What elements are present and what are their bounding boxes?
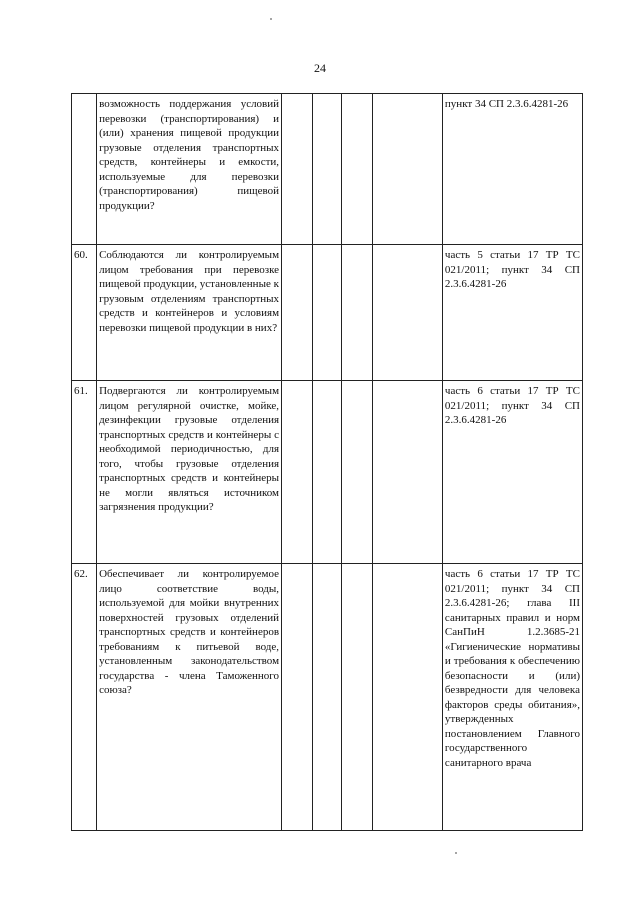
- table-row: [72, 245, 583, 381]
- row-number: 61.: [72, 381, 97, 564]
- notes-cell: [372, 94, 442, 245]
- reference-cell: [442, 564, 582, 831]
- question-text: Соблюдаются ли контролируемым лицом требования при перевозке пищевой продукции, установленные к грузовым отделениям транспортных средств и контейнеров и условиям перевозки пищевой продукции в них?: [99, 249, 280, 334]
- table-row: [72, 381, 583, 564]
- question-cell: [97, 381, 282, 564]
- question-text: Подвергаются ли контролируемым лицом регулярной очистке, мойке, дезинфекции грузовые отделения транспортных средств и контейнеры с необходимой периодичностью, для того, чтобы грузовые отделения транспортных средств и контейнеры не могли являться источником загрязнения продукции?: [99, 385, 280, 513]
- reference-text: часть 5 статьи 17 ТР ТС 021/2011; пункт 34 СП 2.3.6.4281-26: [444, 249, 580, 290]
- reference-text: часть 6 статьи 17 ТР ТС 021/2011; пункт 34 СП 2.3.6.4281-26: [444, 385, 580, 426]
- question-cell: [97, 94, 282, 245]
- question-cell: [97, 245, 282, 381]
- notes-cell: [372, 564, 442, 831]
- reference-text: пункт 34 СП 2.3.6.4281-26: [444, 98, 569, 110]
- row-number: [72, 94, 97, 245]
- checklist-table: [71, 93, 583, 831]
- answer-no-cell: [313, 94, 341, 245]
- answer-no-cell: [313, 381, 341, 564]
- reference-cell: [442, 381, 582, 564]
- scan-speck: [270, 18, 272, 20]
- answer-na-cell: [341, 245, 372, 381]
- question-text: Обеспечивает ли контролируемое лицо соответствие воды, используемой для мойки внутренних поверхностей грузовых отделений транспортных средств и контейнеров требованиям к питьевой воде, установленным законодательством государства - члена Таможенного союза?: [99, 568, 280, 696]
- table-row: [72, 94, 583, 245]
- page-number: 24: [314, 61, 326, 75]
- answer-no-cell: [313, 245, 341, 381]
- answer-yes-cell: [282, 564, 313, 831]
- reference-text: часть 6 статьи 17 ТР ТС 021/2011; пункт 34 СП 2.3.6.4281-26; глава III санитарных правил и норм СанПиН 1.2.3685-21 «Гигиенические нормативы и требования к обеспечению безопасности и (или) безвредности для человека факторов среды обитания», утвержденных постановлением Главного государственного санитарного врача: [444, 568, 580, 769]
- answer-yes-cell: [282, 245, 313, 381]
- answer-yes-cell: [282, 94, 313, 245]
- answer-na-cell: [341, 564, 372, 831]
- reference-cell: [442, 94, 582, 245]
- notes-cell: [372, 381, 442, 564]
- reference-cell: [442, 245, 582, 381]
- table-row: [72, 564, 583, 831]
- answer-na-cell: [341, 381, 372, 564]
- row-number: 62.: [72, 564, 97, 831]
- question-cell: [97, 564, 282, 831]
- answer-na-cell: [341, 94, 372, 245]
- question-text: возможность поддержания условий перевозки (транспортирования) и (или) хранения пищевой продукции грузовые отделения транспортных средств, контейнеры и емкости, используемые для перевозки (транспортирования) пищевой продукции?: [99, 98, 280, 212]
- scan-speck: [455, 852, 457, 854]
- row-number: 60.: [72, 245, 97, 381]
- answer-no-cell: [313, 564, 341, 831]
- notes-cell: [372, 245, 442, 381]
- answer-yes-cell: [282, 381, 313, 564]
